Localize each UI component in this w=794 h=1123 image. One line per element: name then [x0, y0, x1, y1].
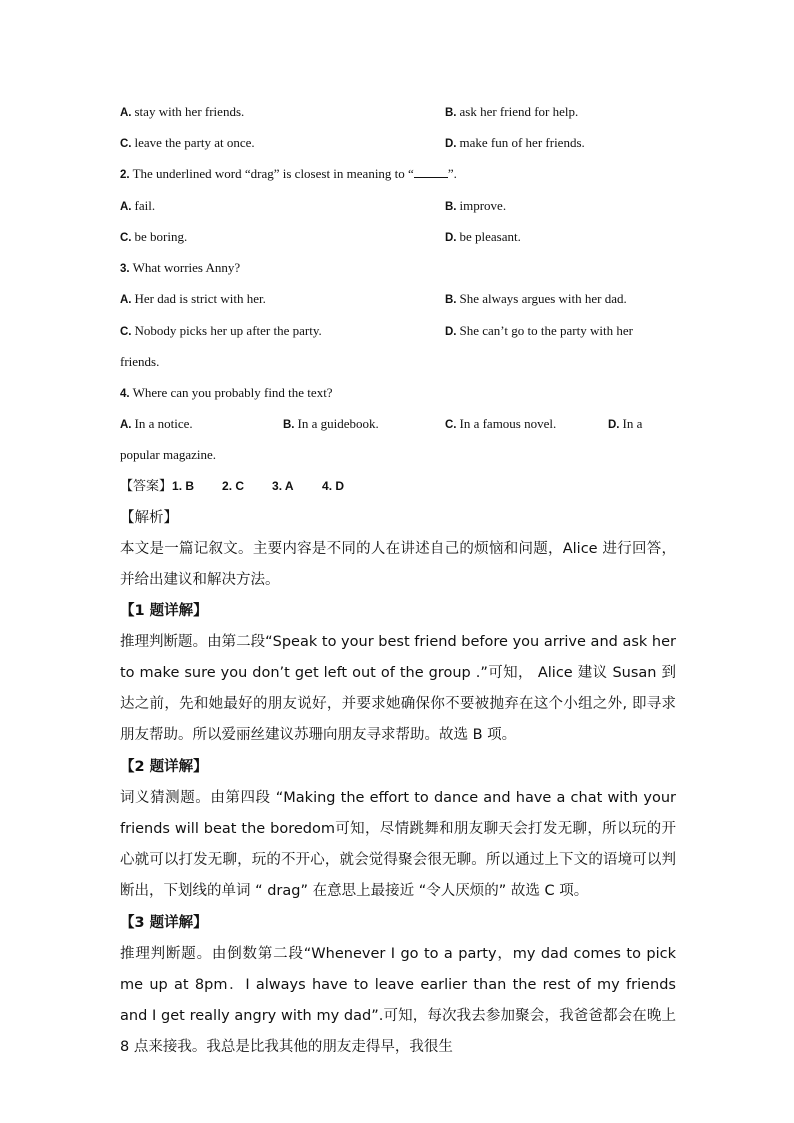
option-letter: C. [120, 232, 132, 244]
q4-option-b [283, 415, 379, 434]
q2-option-a [120, 197, 155, 216]
option-text: In a famous novel. [459, 416, 557, 431]
answer-key [120, 477, 344, 496]
option-letter: A. [120, 294, 132, 306]
option-letter: A. [120, 201, 132, 213]
detail-2-label: 【2 题详解】 [120, 759, 208, 775]
question-text-before: The underlined word “drag” is closest in meaning to “ [132, 166, 414, 181]
question-text-after: ”. [447, 166, 457, 181]
option-letter: D. [445, 138, 457, 150]
option-text: stay with her friends. [134, 104, 245, 119]
q1-option-d [445, 134, 585, 153]
q1-option-c [120, 134, 255, 153]
detail-1-text: 推理判断题。由第二段“Speak to your best friend before you arrive and ask her to make sure you don’t get left out of the group .”可知， Alice 建议 Susan 到达之前，先和她最好的朋友说好，并要求她确保你不要被抛弃在这个小组之外, 即寻求朋友帮助。所以爱丽丝建议苏珊向朋友寻求帮助。故选 B 项。 [120, 634, 676, 743]
option-letter: B. [445, 107, 457, 119]
q4-option-a [120, 415, 193, 434]
option-letter: B. [445, 294, 457, 306]
q2-option-c [120, 228, 187, 247]
question-text: Where can you probably find the text? [132, 385, 333, 400]
option-letter: A. [120, 419, 132, 431]
detail-1-label: 【1 题详解】 [120, 603, 208, 619]
q3-option-a [120, 290, 266, 309]
q4-option-d-continued: popular magazine. [120, 447, 217, 462]
option-text: In a guidebook. [297, 416, 379, 431]
question-text: What worries Anny? [132, 260, 241, 275]
q3-option-d-continued: friends. [120, 354, 160, 369]
option-text: improve. [459, 198, 507, 213]
q4-option-c [445, 415, 556, 434]
option-text: In a [622, 416, 643, 431]
answer-item: 3. A [272, 479, 294, 493]
q3-stem [120, 259, 240, 278]
answer-item: 1. B [172, 479, 195, 493]
option-text: be boring. [134, 229, 188, 244]
option-letter: D. [445, 232, 457, 244]
option-text: make fun of her friends. [459, 135, 585, 150]
question-number: 4. [120, 388, 130, 400]
option-letter: C. [445, 419, 457, 431]
option-letter: D. [445, 326, 457, 338]
option-text: fail. [134, 198, 156, 213]
answer-item: 2. C [222, 479, 245, 493]
answer-label: 【答案】 [120, 479, 173, 494]
q2-option-b [445, 197, 506, 216]
q2-option-d [445, 228, 521, 247]
option-letter: C. [120, 326, 132, 338]
q2-stem [120, 165, 457, 184]
answer-item: 4. D [322, 479, 345, 493]
option-letter: B. [445, 201, 457, 213]
analysis-summary: 本文是一篇记叙文。主要内容是不同的人在讲述自己的烦恼和问题，Alice 进行回答，并给出建议和解决方法。 [120, 541, 676, 588]
option-letter: C. [120, 138, 132, 150]
detail-3-text: 推理判断题。由倒数第二段“Whenever I go to a party，my dad comes to pick me up at 8pm．I always have to leave earlier than the rest of my friends and I get really angry with my dad”.可知，每次我去参加聚会，我爸爸都会在晚上 8 点来接我。我总是比我其他的朋友走得早，我很生 [120, 946, 676, 1055]
option-text: leave the party at once. [134, 135, 255, 150]
option-letter: A. [120, 107, 132, 119]
option-letter: D. [608, 419, 620, 431]
q3-option-b [445, 290, 627, 309]
option-text: She can’t go to the party with her [459, 323, 633, 338]
analysis-label: 【解析】 [120, 510, 178, 526]
answer-blank [414, 165, 448, 178]
q4-stem [120, 384, 333, 403]
option-letter: B. [283, 419, 295, 431]
q1-option-b [445, 103, 578, 122]
option-text: be pleasant. [459, 229, 521, 244]
question-number: 2. [120, 169, 130, 181]
option-text: Nobody picks her up after the party. [134, 323, 322, 338]
q1-option-a [120, 103, 244, 122]
q3-option-c [120, 322, 322, 341]
option-text: She always argues with her dad. [459, 291, 627, 306]
q3-option-d [445, 322, 633, 341]
detail-3-label: 【3 题详解】 [120, 915, 208, 931]
q4-option-d [608, 415, 642, 434]
option-text: ask her friend for help. [459, 104, 579, 119]
option-text: In a notice. [134, 416, 193, 431]
detail-2-text: 词义猜测题。由第四段 “Making the effort to dance and have a chat with your friends will beat the boredom可知，尽情跳舞和朋友聊天会打发无聊，所以玩的开心就可以打发无聊，玩的不开心，就会觉得聚会很无聊。所以通过上下文的语境可以判断出，下划线的单词 “ drag” 在意思上最接近 “令人厌烦的” 故选 C 项。 [120, 790, 676, 899]
question-number: 3. [120, 263, 130, 275]
option-text: Her dad is strict with her. [134, 291, 266, 306]
